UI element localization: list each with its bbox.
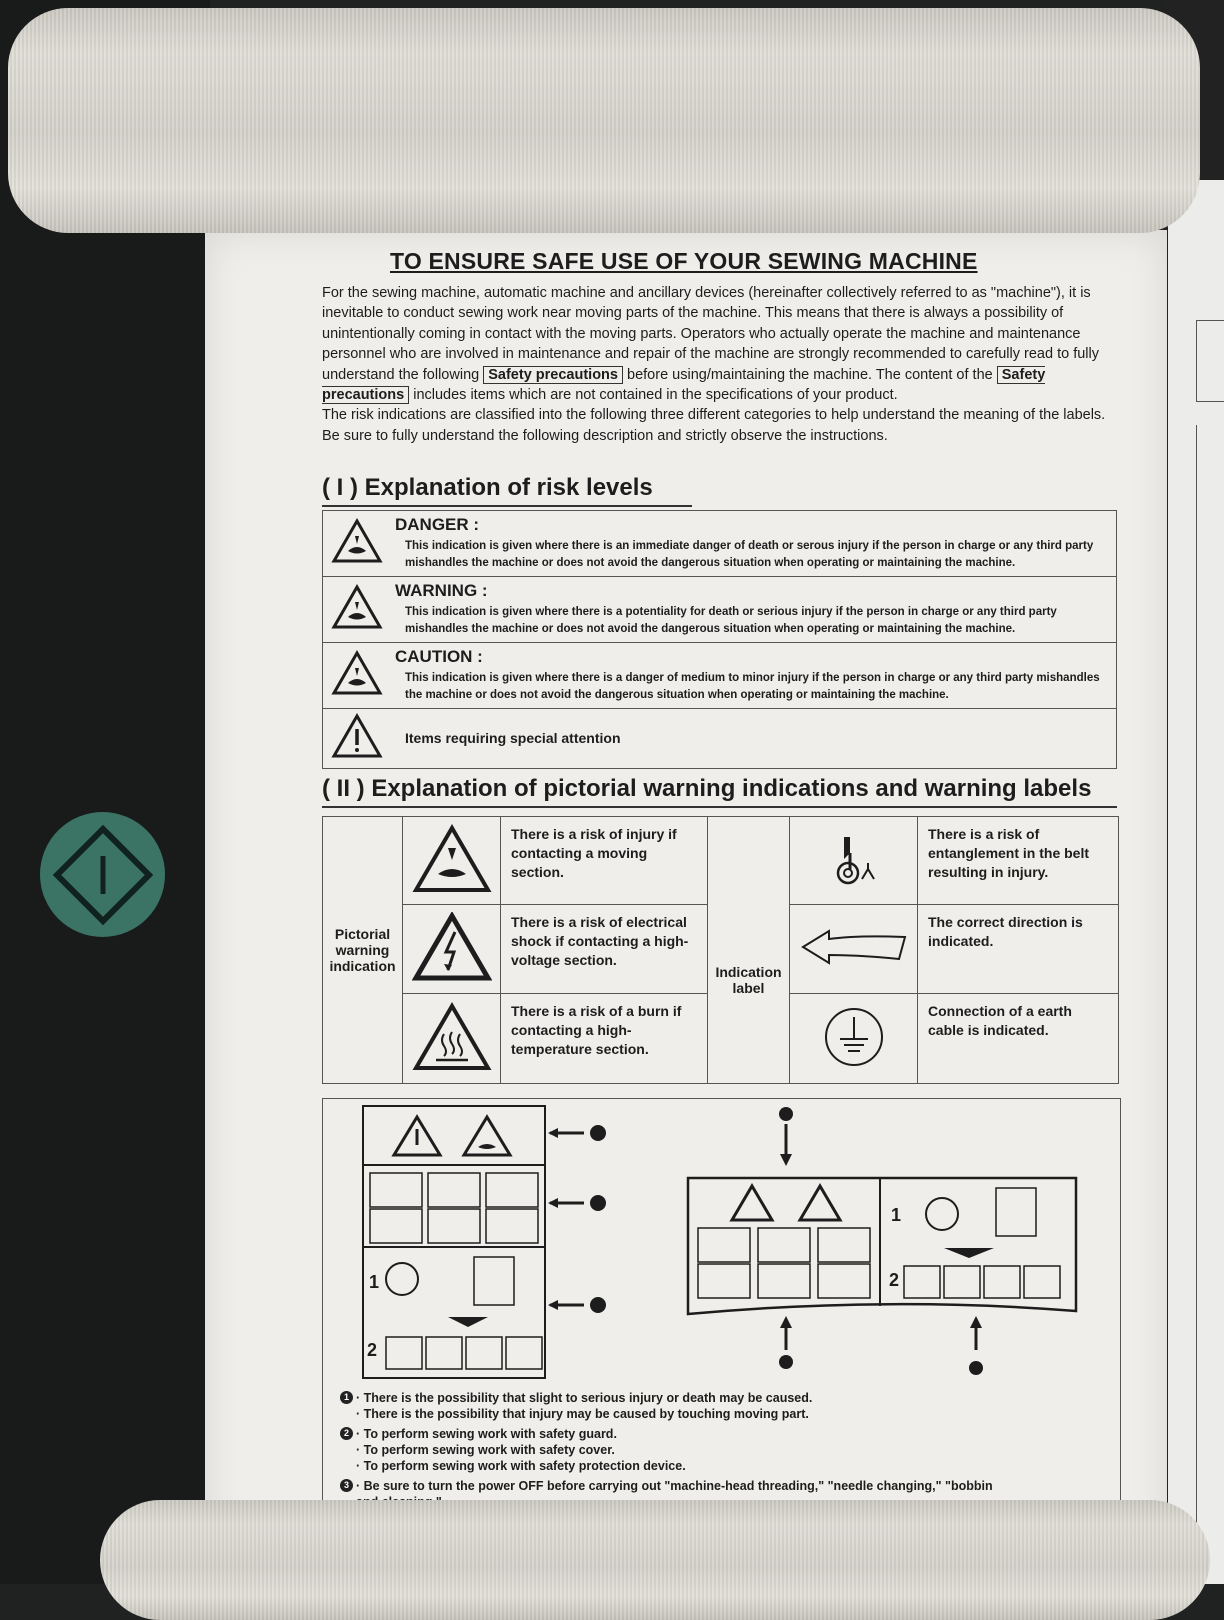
indication-description: There is a risk of entanglement in the belt resulting in injury. bbox=[918, 817, 1119, 905]
risk-row-attention bbox=[323, 709, 1117, 769]
note-line: · To perform sewing work with safety cover. bbox=[356, 1443, 615, 1457]
note-number: 2 bbox=[340, 1427, 353, 1440]
step-number: 1 bbox=[891, 1205, 902, 1225]
danger-hand-icon bbox=[331, 518, 383, 564]
section-2-rule bbox=[322, 806, 1117, 808]
intro-paragraph-2: The risk indications are classified into the following three different categories to help understand the meaning of the labels. Be sure to fully understand the following description and strictly observe the instructions. bbox=[322, 407, 1106, 444]
warning-label-horizontal bbox=[686, 1106, 1082, 1381]
step-number: 2 bbox=[367, 1340, 378, 1360]
risk-level-description: This indication is given where there is a potentiality for death or serious injury if the person in charge or any third party mishandles the machine or does not avoid the dangerous situation when operating or maintaining the machine. bbox=[405, 606, 1057, 635]
intro-paragraph-1a: For the sewing machine, automatic machine and ancillary devices (hereinafter collectively referred to as "machine"), it is inevitable to conduct sewing work near moving parts of the machine. This means that there is always a possibility of unintentionally coming in contact with the moving parts. Operators who actually operate the machine and maintenance personnel who are involved in maintenance and repair of the machine are strongly recommended to carefully read to fully understand the following bbox=[322, 285, 1099, 383]
intro-text bbox=[322, 283, 1117, 446]
adjacent-page bbox=[1168, 180, 1224, 1584]
warning-label-horizontal-graphic bbox=[686, 1106, 1082, 1376]
pictorial-warnings-table bbox=[322, 816, 1119, 1084]
note-number: 1 bbox=[340, 1391, 353, 1404]
risk-level-heading: WARNING : bbox=[395, 581, 488, 600]
label-notes bbox=[340, 1390, 1120, 1510]
direction-arrow-icon bbox=[799, 927, 909, 967]
indication-description: Connection of a earth cable is indicated. bbox=[918, 994, 1119, 1084]
scanner-bed-left bbox=[0, 0, 210, 1584]
note-line: · To perform sewing work with safety guard. bbox=[356, 1427, 617, 1441]
adjacent-page-frame bbox=[1196, 425, 1224, 1584]
caution-hand-icon bbox=[331, 650, 383, 696]
step-number: 2 bbox=[889, 1270, 900, 1290]
page-title: TO ENSURE SAFE USE OF YOUR SEWING MACHINE bbox=[390, 248, 978, 274]
page-weight-bottom bbox=[100, 1500, 1210, 1620]
risk-levels-table bbox=[322, 510, 1117, 769]
note-line: · There is the possibility that injury may be caused by touching moving part. bbox=[356, 1407, 809, 1421]
step-number: 1 bbox=[369, 1272, 380, 1292]
risk-level-heading: CAUTION : bbox=[395, 647, 483, 666]
note-line: · There is the possibility that slight to serious injury or death may be caused. bbox=[356, 1391, 813, 1405]
high-voltage-icon bbox=[412, 912, 492, 982]
risk-level-description: This indication is given where there is an immediate danger of death or serous injury if the person in charge or any third party mishandles the machine or does not avoid the dangerous situation when operating or maintaining the machine. bbox=[405, 540, 1094, 569]
earth-ground-icon bbox=[822, 1005, 886, 1069]
intro-paragraph-1b: before using/maintaining the machine. The content of the bbox=[627, 366, 993, 383]
indication-label-heading: Indication label bbox=[708, 817, 790, 1084]
belt-entanglement-icon bbox=[824, 829, 884, 889]
risk-level-heading: DANGER : bbox=[395, 515, 480, 534]
risk-row-danger bbox=[323, 511, 1117, 577]
safety-precautions-ref: Safety precautions bbox=[483, 366, 623, 384]
hot-surface-icon bbox=[412, 1002, 492, 1072]
risk-level-description: This indication is given where there is a danger of medium to minor injury if the person in charge or any third party mishandles the machine or does not avoid the dangerous situation when operating or maintaining the machine. bbox=[405, 672, 1100, 701]
note-number: 3 bbox=[340, 1479, 353, 1492]
intro-paragraph-1c: includes items which are not contained in the specifications of your product. bbox=[413, 387, 898, 404]
warning-label-vertical-graphic bbox=[362, 1105, 612, 1381]
indication-description: The correct direction is indicated. bbox=[918, 904, 1119, 994]
note-2 bbox=[340, 1426, 1120, 1474]
adjacent-page-frame bbox=[1196, 320, 1224, 402]
note-1 bbox=[340, 1390, 1120, 1422]
risk-level-description: Items requiring special attention bbox=[405, 730, 621, 746]
section-1-rule bbox=[322, 505, 692, 507]
moving-parts-warning-icon bbox=[412, 824, 492, 894]
safety-precautions-ref: Safety precautions bbox=[322, 366, 1046, 404]
pictorial-description: There is a risk of a burn if contacting a high-temperature section. bbox=[501, 994, 708, 1084]
risk-row-warning bbox=[323, 577, 1117, 643]
risk-row-caution bbox=[323, 643, 1117, 709]
pictorial-description: There is a risk of electrical shock if contacting a high-voltage section. bbox=[501, 904, 708, 994]
section-2-title: ( II ) Explanation of pictorial warning indications and warning labels bbox=[322, 775, 1092, 802]
pictorial-warning-label: Pictorial warning indication bbox=[323, 817, 403, 1084]
note-line: · To perform sewing work with safety protection device. bbox=[356, 1459, 686, 1473]
power-icon bbox=[51, 823, 155, 927]
exclamation-warning-icon bbox=[331, 713, 383, 759]
warning-label-vertical bbox=[362, 1105, 612, 1386]
warning-hand-icon bbox=[331, 584, 383, 630]
page-weight-top bbox=[8, 8, 1200, 233]
note-line: · Be sure to turn the power OFF before carrying out "machine-head threading," "needle changing," "bobbin bbox=[356, 1479, 993, 1493]
pictorial-description: There is a risk of injury if contacting a moving section. bbox=[501, 817, 708, 905]
power-button[interactable] bbox=[40, 812, 165, 937]
section-1-title: ( I ) Explanation of risk levels bbox=[322, 474, 653, 501]
